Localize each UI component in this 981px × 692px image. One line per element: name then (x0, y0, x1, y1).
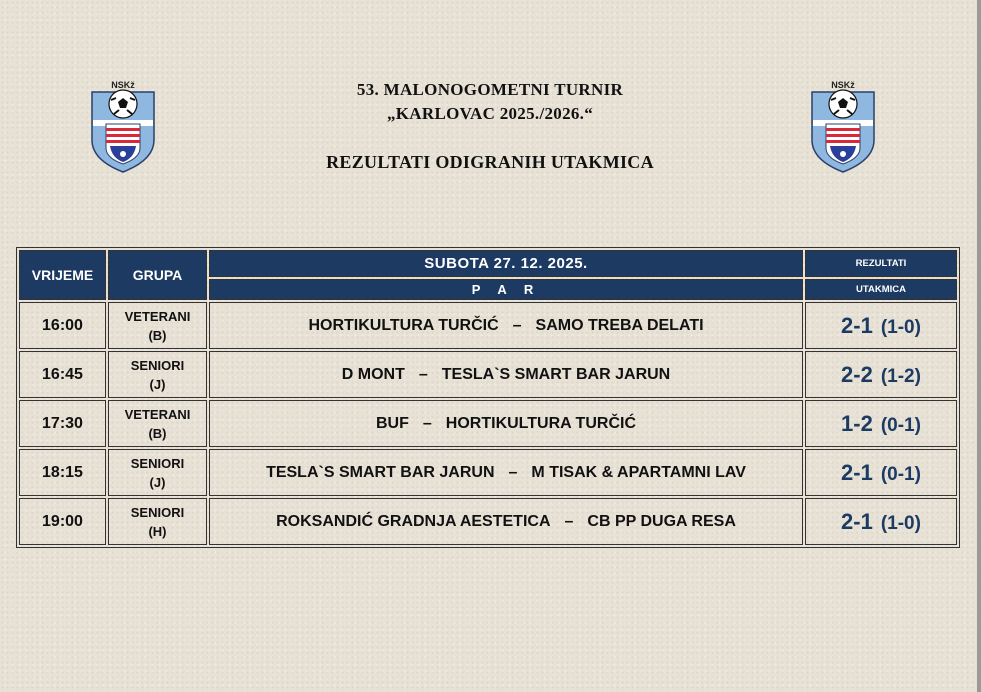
group-name: SENIORI (130, 504, 185, 520)
team-separator: – (418, 365, 428, 383)
team-separator: – (512, 316, 522, 334)
nskz-logo-right (810, 78, 876, 174)
group-name: SENIORI (130, 455, 185, 471)
page-edge (977, 0, 981, 692)
halftime-score: (0-1) (880, 463, 921, 485)
home-team: TESLA`S SMART BAR JARUN (266, 463, 495, 481)
home-team: BUF (376, 414, 409, 432)
match-time: 16:45 (19, 351, 106, 398)
away-team: SAMO TREBA DELATI (535, 316, 704, 334)
group-name: SENIORI (130, 357, 185, 373)
group-code: (B) (148, 327, 167, 343)
match-pair (209, 351, 803, 398)
team-separator: – (422, 414, 432, 432)
group-code: (B) (148, 425, 167, 441)
table-row (19, 302, 957, 349)
results-table (16, 247, 960, 548)
halftime-score: (1-0) (880, 512, 921, 534)
match-pair (209, 400, 803, 447)
match-pair (209, 498, 803, 545)
match-pair (209, 302, 803, 349)
svg-text:NSKž: NSKž (111, 80, 135, 90)
away-team: TESLA`S SMART BAR JARUN (441, 365, 671, 383)
away-team: CB PP DUGA RESA (587, 512, 736, 530)
match-time: 19:00 (19, 498, 106, 545)
final-score: 2-1 (841, 459, 873, 485)
match-time: 18:15 (19, 449, 106, 496)
final-score: 2-1 (841, 508, 873, 534)
tournament-name: „KARLOVAC 2025./2026.“ (386, 104, 594, 123)
match-group (108, 498, 207, 545)
match-result (805, 449, 957, 496)
final-score: 2-1 (841, 312, 873, 338)
final-score: 1-2 (841, 410, 873, 436)
group-name: VETERANI (124, 308, 191, 324)
results-heading: REZULTATI ODIGRANIH UTAKMICA (326, 152, 654, 172)
group-code: (H) (148, 523, 167, 539)
header-results-bottom: UTAKMICA (805, 279, 957, 300)
away-team: M TISAK & APARTAMNI LAV (531, 463, 746, 481)
match-time: 17:30 (19, 400, 106, 447)
team-separator: – (508, 463, 518, 481)
table-row (19, 400, 957, 447)
match-result (805, 302, 957, 349)
table-row (19, 351, 957, 398)
match-group (108, 400, 207, 447)
header-pair: P A R (209, 279, 803, 300)
table-row (19, 449, 957, 496)
home-team: HORTIKULTURA TURČIĆ (308, 316, 499, 334)
away-team: HORTIKULTURA TURČIĆ (445, 414, 636, 432)
header-group: GRUPA (108, 250, 207, 300)
nskz-logo-left (90, 78, 156, 174)
match-group (108, 302, 207, 349)
team-separator: – (564, 512, 574, 530)
final-score: 2-2 (841, 361, 873, 387)
match-result (805, 400, 957, 447)
header-time: VRIJEME (19, 250, 106, 300)
match-result (805, 351, 957, 398)
match-time: 16:00 (19, 302, 106, 349)
match-pair (209, 449, 803, 496)
group-code: (J) (149, 474, 166, 490)
match-group (108, 351, 207, 398)
match-result (805, 498, 957, 545)
home-team: D MONT (341, 365, 405, 383)
group-name: VETERANI (124, 406, 191, 422)
home-team: ROKSANDIĆ GRADNJA AESTETICA (276, 512, 551, 530)
halftime-score: (1-0) (880, 316, 921, 338)
match-group (108, 449, 207, 496)
table-row (19, 498, 957, 545)
halftime-score: (1-2) (880, 365, 921, 387)
header-results-top: REZULTATI (805, 250, 957, 277)
header-date: SUBOTA 27. 12. 2025. (209, 250, 803, 277)
halftime-score: (0-1) (880, 414, 921, 436)
tournament-title: 53. MALONOGOMETNI TURNIR (356, 80, 624, 99)
svg-text:NSKž: NSKž (831, 80, 855, 90)
group-code: (J) (149, 376, 166, 392)
